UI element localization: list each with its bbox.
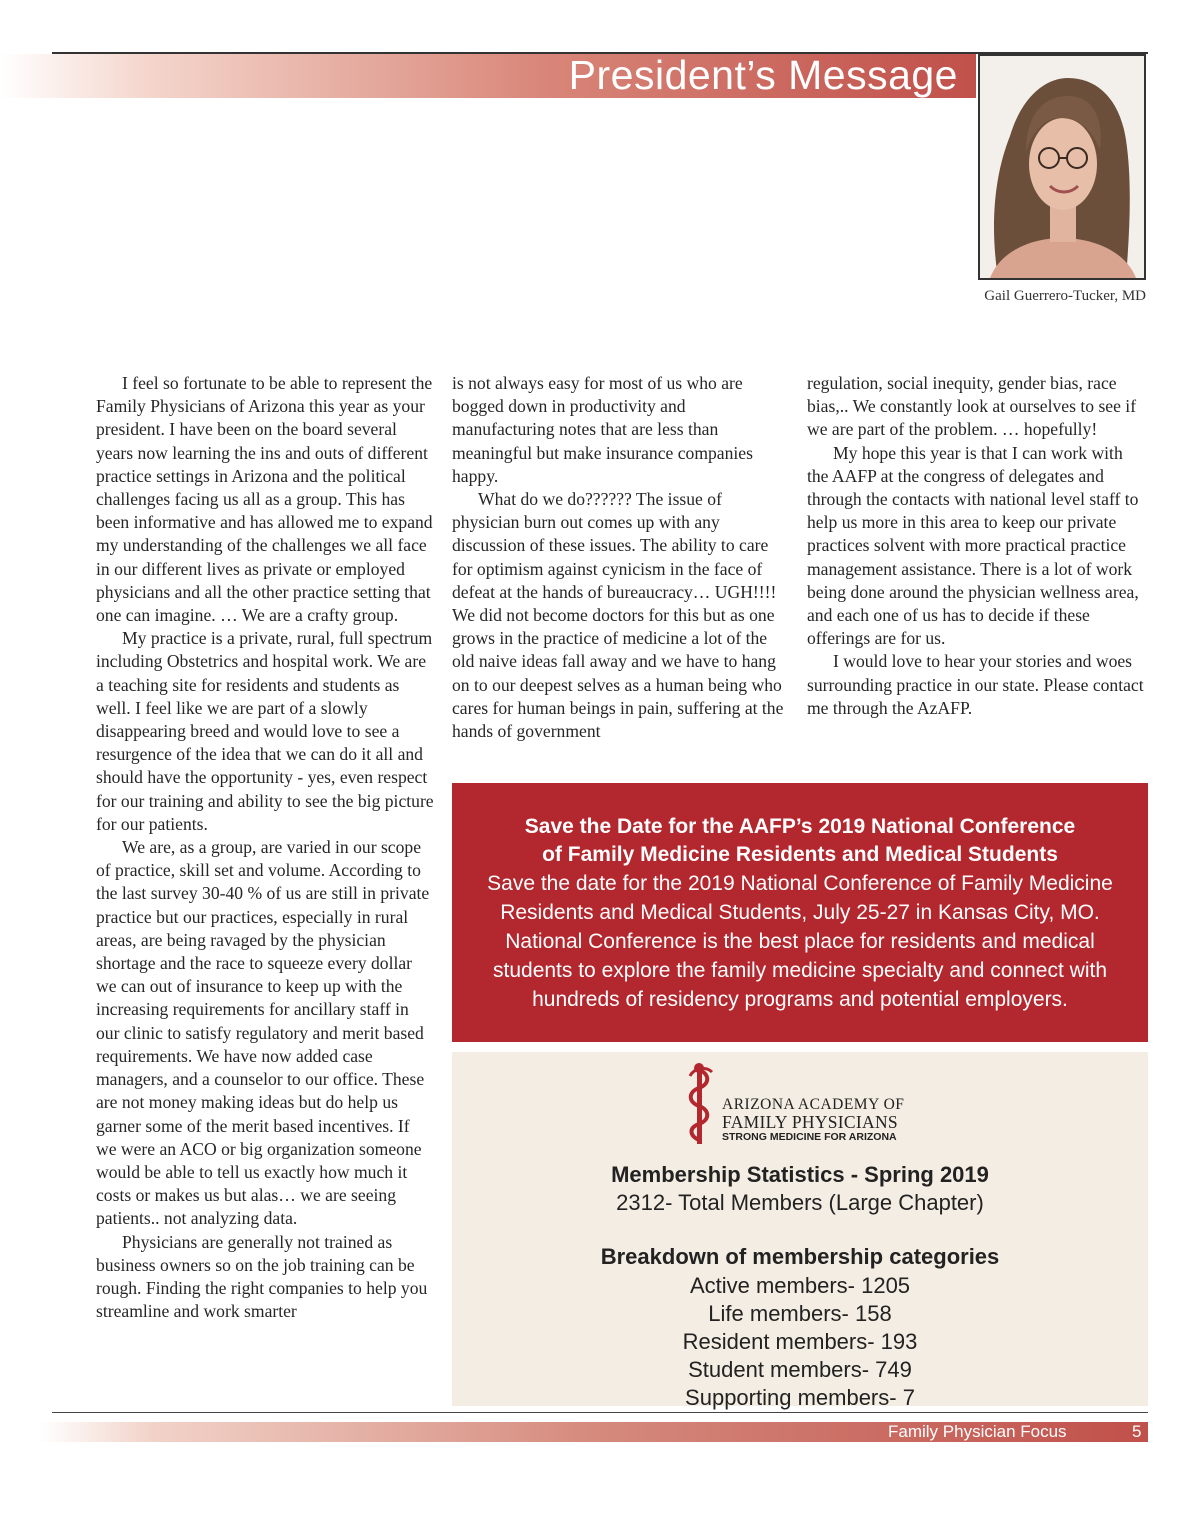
paragraph: We are, as a group, are varied in our scope of practice, skill set and volume. According to the last survey 30-40 % of us are still in private practice but our practices, especially in rural areas, are being ravaged by the physician shortage and the race to squeeze every dollar we can out of insurance to keep up with the increasing requirements for ancillary staff in our clinic to satisfy regulatory and merit based requirements. We have now added case managers, and a counselor to our office. These are not money making ideas but do help us garner some of the merit based incentives. If we were an ACO or big organization someone would be able to tell us exactly how much it costs or makes us but alas… we are seeing patients.. not analyzing data. — [96, 837, 430, 1229]
header-band — [0, 54, 976, 98]
paragraph: What do we do?????? The issue of physician burn out comes up with any discussion of these issues. The ability to care for optimism against cynicism in the face of defeat at the hands of bureaucracy… UGH!!!! We did not become doctors for this but as one grows in the practice of medicine a lot of the old naive ideas fall away and we have to hang on to our deepest selves as a human being who cares for human beings in pain, suffering at the hands of government — [452, 489, 784, 742]
logo-line-3: STRONG MEDICINE FOR ARIZONA — [722, 1131, 897, 1143]
list-item: Student members- 749 — [688, 1357, 912, 1382]
save-the-date-body-line: Residents and Medical Students, July 25-27 in Kansas City, MO. — [500, 901, 1100, 924]
save-the-date-body-line: National Conference is the best place for residents and medical — [505, 930, 1095, 953]
paragraph: regulation, social inequity, gender bias, race bias,.. We constantly look at ourselves to see if we are part of the problem. … hopefully! — [807, 373, 1137, 440]
footer-publication-title: Family Physician Focus — [888, 1422, 1067, 1441]
save-the-date-title-line-2: of Family Medicine Residents and Medical Students — [542, 843, 1058, 866]
page-title: President’s Message — [568, 52, 958, 98]
membership-category-list — [452, 1272, 1148, 1412]
page-number: 5 — [1132, 1422, 1142, 1441]
save-the-date-title-line-1: Save the Date for the AAFP’s 2019 National Conference — [524, 815, 1076, 838]
logo-line-2: FAMILY PHYSICIANS — [722, 1112, 898, 1132]
paragraph: My practice is a private, rural, full spectrum including Obstetrics and hospital work. We are a teaching site for residents and students as well. I feel like we are part of a slowly disappearing breed and would love to see a resurgence of the idea that we can do it all and should have the opportunity - yes, even respect for our training and ability to see the big picture for our patients. — [96, 628, 434, 834]
paragraph: is not always easy for most of us who are bogged down in productivity and manufacturing notes that are less than meaningful but make insurance companies happy. — [452, 373, 753, 486]
article-column-3 — [807, 372, 1147, 720]
membership-box — [452, 1052, 1148, 1410]
paragraph: My hope this year is that I can work with the AAFP at the congress of delegates and through the contacts with national level staff to help us more in this area to keep our private practices solvent with more practical practice management assistance. There is a lot of work being done around the physician wellness area, and each one of us has to decide if these offerings are for us. — [807, 442, 1139, 649]
portrait-image — [980, 56, 1144, 278]
paragraph: I feel so fortunate to be able to represent the Family Physicians of Arizona this year as your president. I have been on the board several years now learning the ins and outs of different practice settings in Arizona and the political challenges facing us all as a group. This has been informative and has allowed me to expand my understanding of the challenges we all face in our different lives as private or employed physicians and all the other practice setting that one can imagine. … We are a crafty group. — [96, 373, 433, 626]
logo-text — [722, 1096, 904, 1144]
list-item: Supporting members- 7 — [685, 1385, 915, 1410]
list-item: Life members- 158 — [708, 1301, 892, 1326]
paragraph: Physicians are generally not trained as business owners so on the job training can be rough. Finding the right companies to help you streamline and work smarter — [96, 1231, 428, 1322]
caduceus-icon — [680, 1062, 720, 1146]
save-the-date-body-line: students to explore the family medicine specialty and connect with — [493, 959, 1107, 982]
list-item: Active members- 1205 — [689, 1273, 911, 1298]
paragraph: I would love to hear your stories and woes surrounding practice in our state. Please contact me through the AzAFP. — [807, 651, 1144, 718]
list-item: Resident members- 193 — [682, 1329, 918, 1354]
bottom-rule — [52, 1412, 1148, 1413]
breakdown-title: Breakdown of membership categories — [600, 1244, 1000, 1269]
article-column-2 — [452, 372, 792, 743]
membership-stats-title: Membership Statistics - Spring 2019 — [611, 1162, 989, 1187]
membership-total: 2312- Total Members (Large Chapter) — [616, 1190, 984, 1215]
azafp-logo — [680, 1062, 920, 1146]
president-photo — [978, 54, 1146, 280]
footer-band — [40, 1422, 1148, 1442]
save-the-date-box — [452, 783, 1148, 1042]
save-the-date-body-line: hundreds of residency programs and potential employers. — [532, 988, 1068, 1011]
photo-caption: Gail Guerrero-Tucker, MD — [984, 288, 1146, 304]
article-column-1 — [96, 372, 434, 1323]
save-the-date-body-line: Save the date for the 2019 National Conference of Family Medicine — [487, 872, 1113, 895]
logo-line-1: ARIZONA ACADEMY OF — [722, 1096, 905, 1113]
